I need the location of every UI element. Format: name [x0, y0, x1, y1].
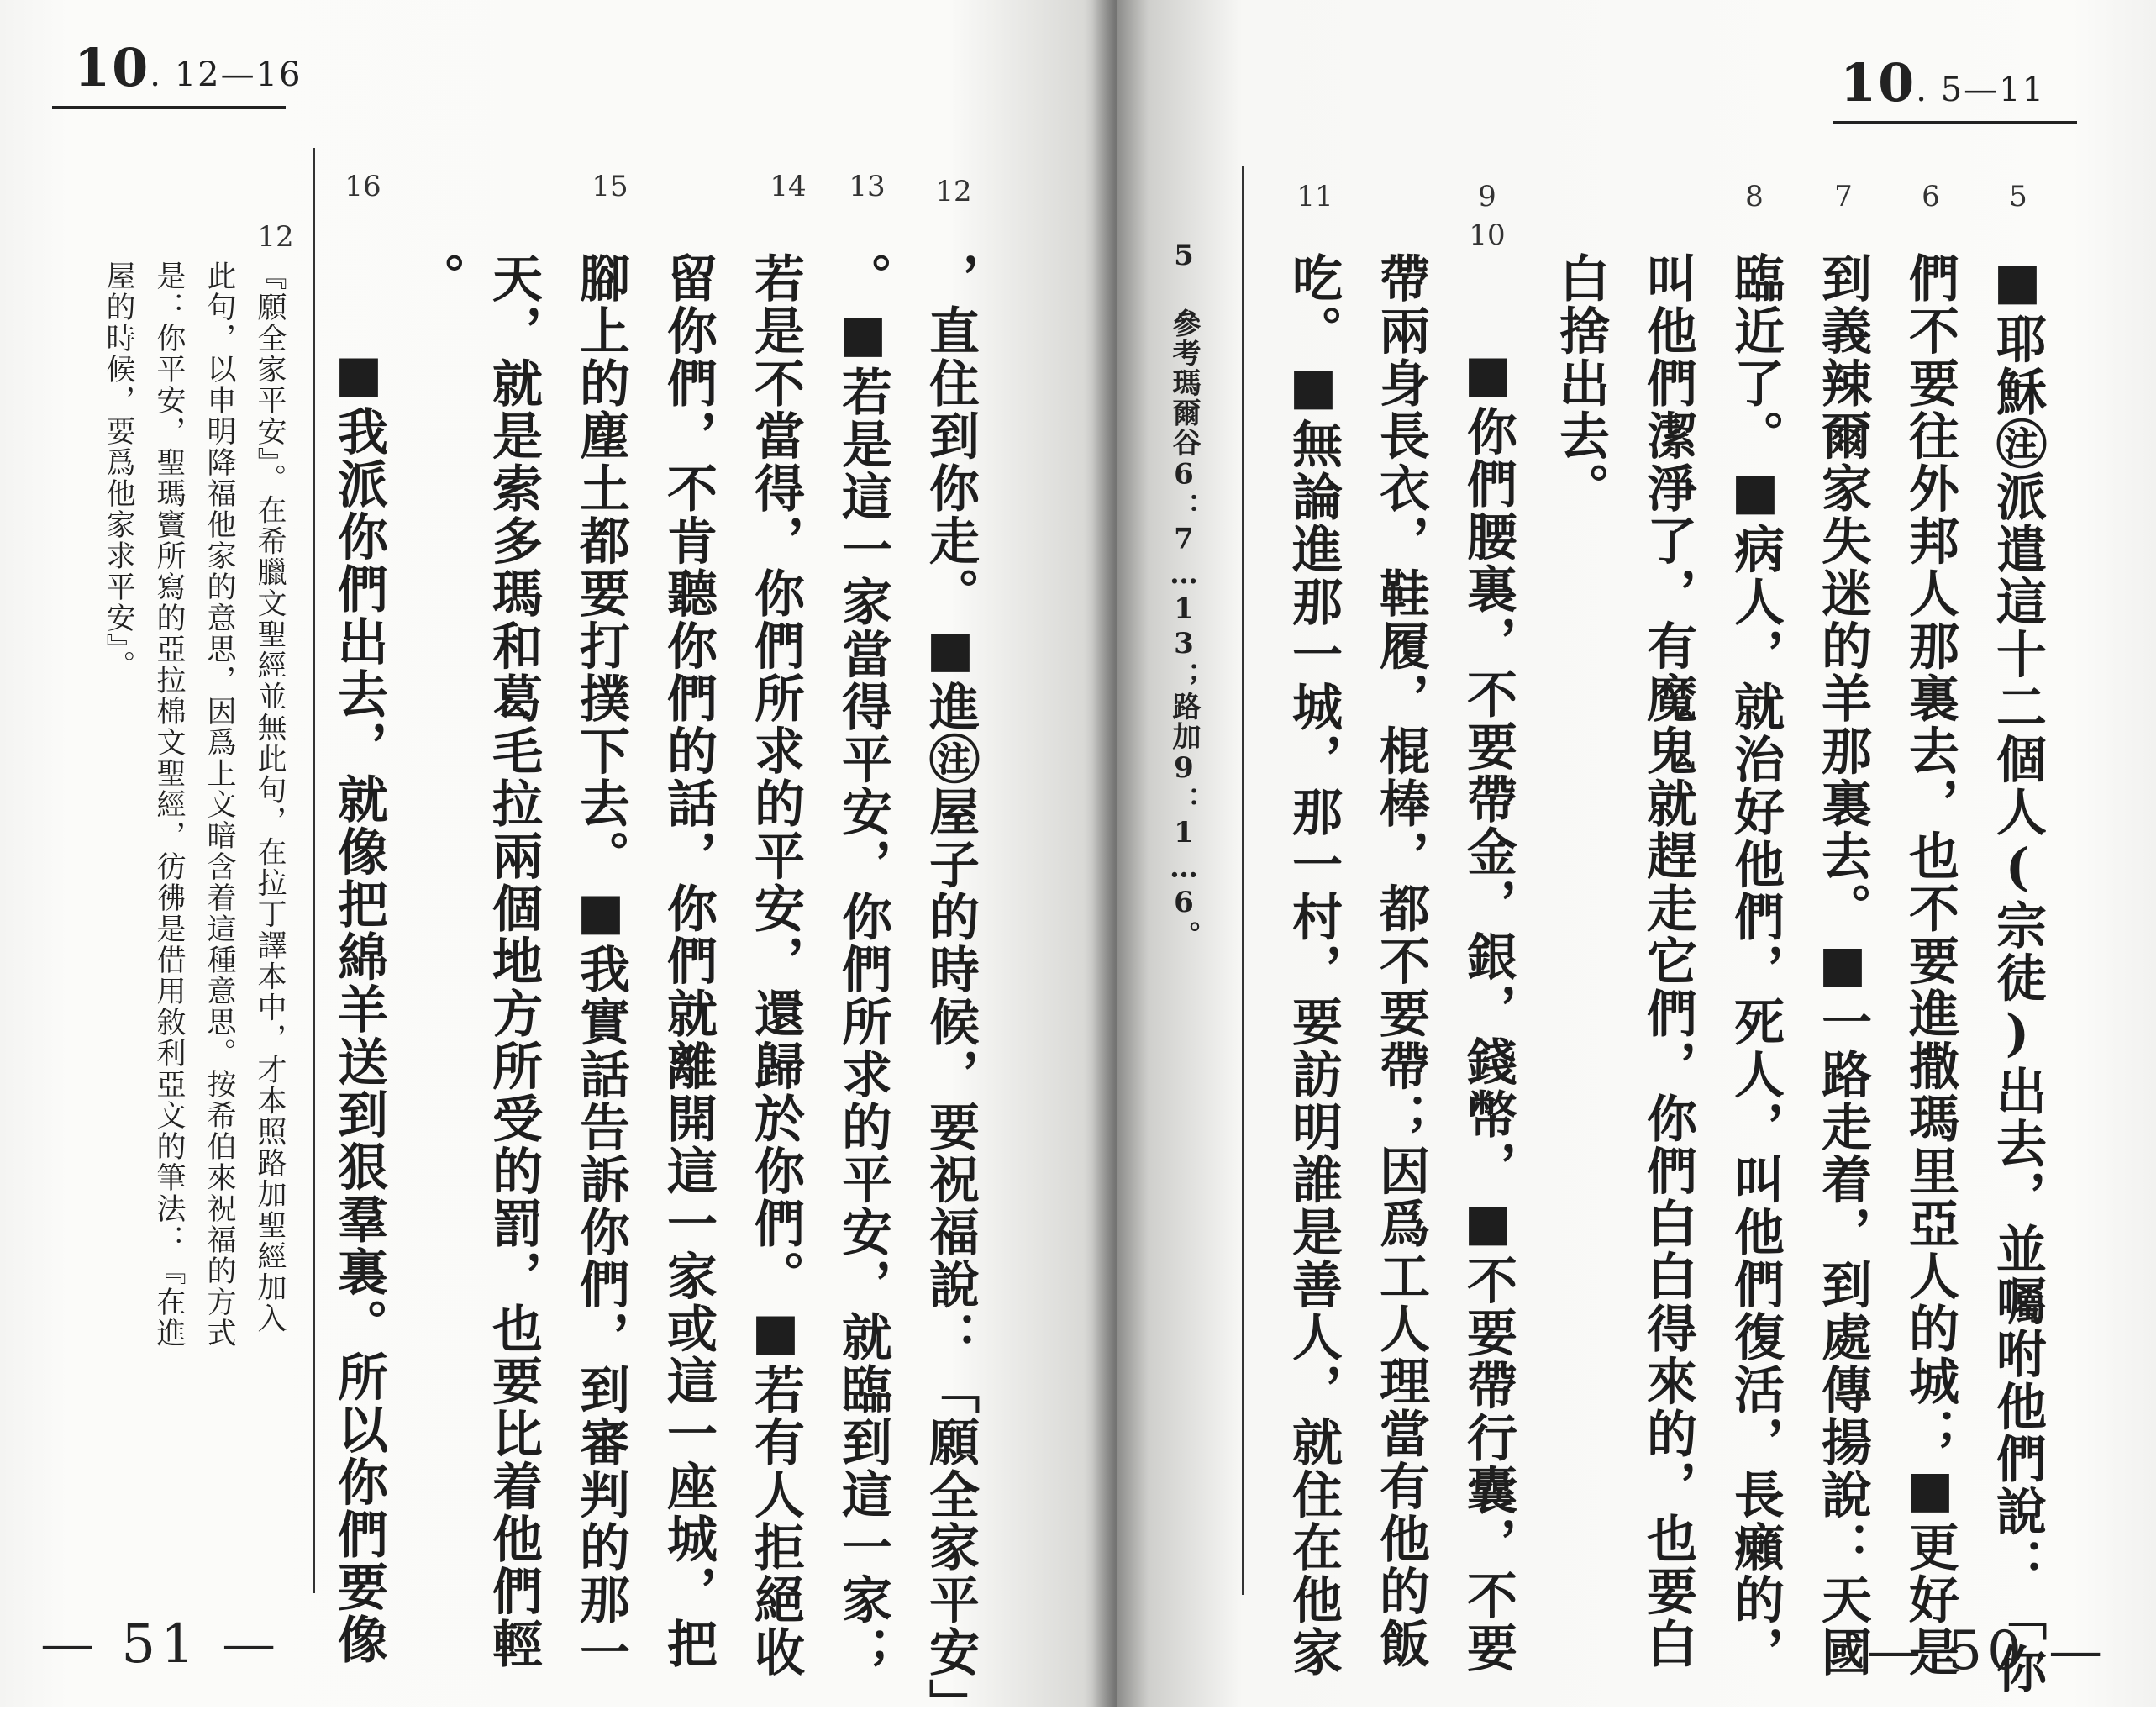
- verse-number: 9: [1478, 180, 1496, 213]
- verse-number: 6: [1922, 180, 1940, 213]
- header-rule: [52, 106, 286, 109]
- text-column: 白捨出去。: [1551, 252, 1610, 515]
- verse-number: 13: [849, 170, 886, 203]
- verse-range: . 12—16: [150, 55, 302, 94]
- note-column: 此句，以申明降福他家的意思，因爲上文暗含着這種意思。按希伯來祝福的方式: [202, 260, 236, 1349]
- text-column: 若是不當得，你們所求的平安，還歸於你們。■若有人拒絕收: [746, 252, 805, 1679]
- note-number: 12: [257, 220, 294, 254]
- verse-number: 16: [344, 170, 381, 203]
- text-column: 叫他們潔淨了，有魔鬼就趕走它們，你們白白得來的，也要白: [1638, 252, 1697, 1670]
- text-column: ■你們腰裏，不要帶金，銀，錢幣，■不要帶行囊，不要: [1459, 345, 1517, 1675]
- running-head-right: [1840, 52, 2045, 113]
- verse-range: . 5—11: [1916, 71, 2046, 109]
- verse-number: 8: [1745, 180, 1764, 213]
- right-page: [1117, 0, 2156, 1707]
- notes-divider: [313, 148, 315, 1593]
- page-number: — 50 —: [1867, 1620, 2108, 1682]
- verse-number: 11: [1296, 180, 1333, 213]
- chapter-number: 10: [74, 37, 150, 98]
- text-column: 。■若是這一家當得平安，你們所求的平安，就臨到這一家；: [833, 252, 892, 1679]
- verse-number: 5: [2009, 180, 2027, 213]
- text-column: 留你們，不肯聽你們的話，你們就離開這一家或這一座城，把: [659, 252, 718, 1670]
- verse-number: 7: [1834, 180, 1853, 213]
- header-rule: [1833, 121, 2077, 124]
- cross-reference: 5 參考瑪爾谷6：7…13；路加9：1…6。: [1167, 239, 1201, 950]
- text-column: ■耶穌㊟派遣這十二個人(宗徒)出去，並囑咐他們說：「你: [1988, 252, 2047, 1696]
- verse-number: 15: [592, 170, 628, 203]
- text-column: 。: [407, 252, 465, 305]
- reference-divider: [1242, 166, 1244, 1595]
- text-column: 天，就是索多瑪和葛毛拉兩個地方所受的罰，也要比着他們輕: [484, 252, 543, 1670]
- text-column: 吃。■無論進那一城，那一村，要訪明誰是善人，就住在他家: [1284, 252, 1343, 1679]
- verse-number: 14: [770, 170, 807, 203]
- chapter-number: 10: [1840, 52, 1917, 113]
- text-column: 帶兩身長衣，鞋履，棍棒，都不要帶；因爲工人理當有他的飯: [1371, 252, 1430, 1670]
- text-column: ，直住到你走。■進㊟屋子的時候，要祝福說：「願全家平安」: [921, 252, 980, 1731]
- text-column: 臨近了。■病人，就治好他們，死人，叫他們復活，長癩的，: [1726, 252, 1785, 1679]
- verse-number: 10: [1469, 218, 1506, 252]
- text-column: 到義辣爾家失迷的羊那裏去。■一路走着，到處傳揚說：天國: [1813, 252, 1872, 1679]
- verse-number: 12: [935, 175, 972, 208]
- text-column: 腳上的塵土都要打撲下去。■我實話告訴你們，到審判的那一: [571, 252, 630, 1679]
- note-column: 屋的時候，要爲他家求平安』。: [102, 260, 135, 681]
- text-column: ■我派你們出去，就像把綿羊送到狠羣裏。所以你們要像: [329, 345, 388, 1666]
- text-column: 們不要往外邦人那裏去，也不要進撒瑪里亞人的城；■更好是: [1901, 252, 1959, 1679]
- note-column: 是：你平安，聖瑪竇所寫的亞拉棉文聖經，彷彿是借用敘利亞文的筆法：『在進: [152, 260, 186, 1349]
- note-column: 『願全家平安』。在希臘文聖經並無此句，在拉丁譯本中，才本照路加聖經加入: [253, 260, 287, 1334]
- page-number: — 51 —: [40, 1613, 281, 1676]
- running-head-left: [74, 37, 302, 98]
